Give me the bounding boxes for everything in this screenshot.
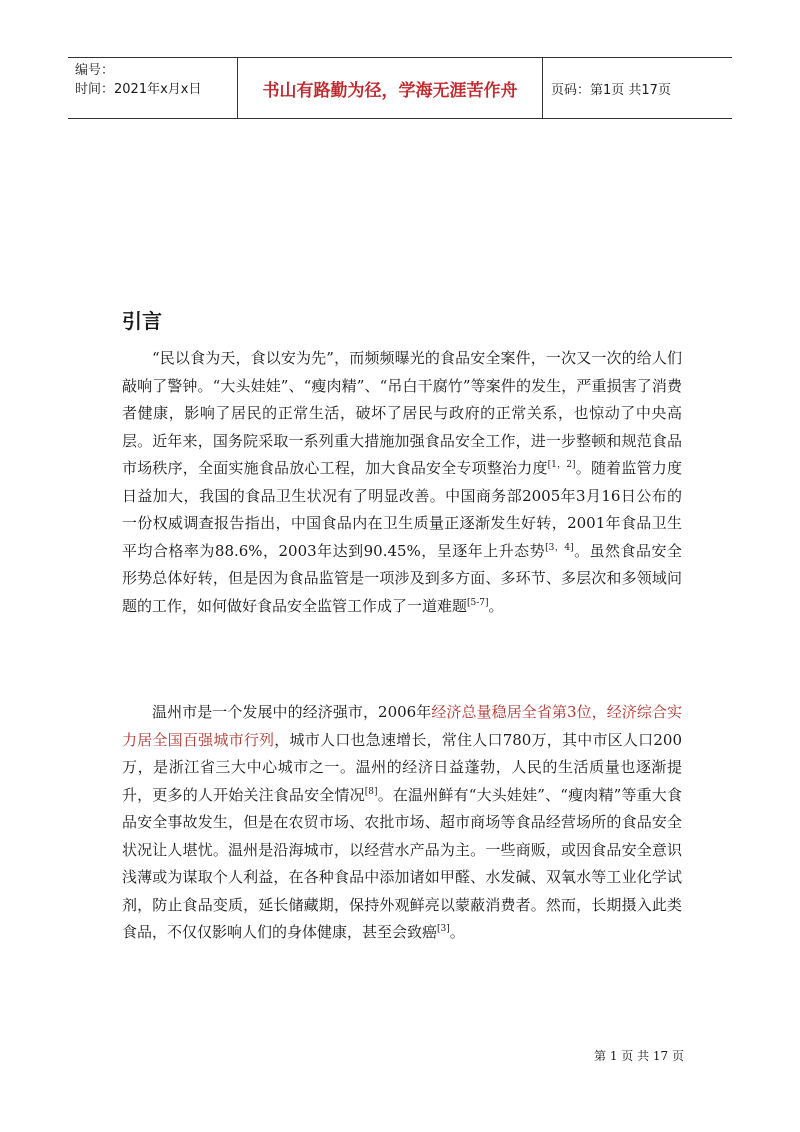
paragraph-2 xyxy=(122,699,682,947)
highlighted-text: 经济总量稳居全省第3位，经济综合实力居全国百强城市行列 xyxy=(122,703,682,749)
citation: [3] xyxy=(437,924,450,934)
document-number: 编号： xyxy=(75,63,115,78)
citation: [8] xyxy=(364,786,378,797)
paragraph-text: 。虽然食品安全形势总体好转，但是因为食品监管是一项涉及到多方面、多环节、多层次和多领域问题的工作，如何做好食品安全监管工作成了一道难题 xyxy=(122,541,682,615)
header-motto: 书山有路勤为径，学海无涯苦作舟 xyxy=(238,58,543,118)
paragraph-text: 。 xyxy=(488,596,504,615)
paragraph-text: ，城市人口也急速增长，常住人口780万，其中市区人口200万，是浙江省三大中心城市之一。温州的经济日益蓬勃，人民的生活质量也逐渐提升，更多的人开始关注食品安全情况 xyxy=(122,730,682,804)
paragraph-text: 。随着监管力度日益加大，我国的食品卫生状况有了明显改善。中国商务部2005年3月16日公布的一份权威调查报告指出，中国食品内在卫生质量正逐渐发生好转，2001年食品卫生平均合格率为88.6%，2003年达到90.45%，呈逐年上升态势 xyxy=(122,459,682,560)
header-page-info: 页码：第1页 共17页 xyxy=(551,82,671,98)
section-title: 引言 xyxy=(122,309,162,333)
citation: [3，4] xyxy=(545,542,574,553)
paragraph-text: 温州市是一个发展中的经济强市，2006年 xyxy=(152,703,432,721)
paragraph-text: 。 xyxy=(449,923,465,941)
paragraph-text: “民以食为天，食以安为先”，而频频曝光的食品安全案件，一次又一次的给人们敲响了警钟。“大头娃娃”、“瘦肉精”、“吊白干腐竹”等案件的发生，严重损害了消费者健康，影响了居民的正常生活，破坏了居民与政府的正常关系，也惊动了中央高层。近年来，国务院采取一系列重大措施加强食品安全工作，进一步整顿和规范食品市场秩序，全面实施食品放心工程，加大食品安全专项整治力度 xyxy=(122,349,682,477)
paragraph-1 xyxy=(122,345,682,620)
page-header xyxy=(68,57,732,119)
paragraph-text: 。在温州鲜有“大头娃娃”、“瘦肉精”等重大食品安全事故发生，但是在农贸市场、农批市场、超市商场等食品经营场所的食品安全状况让人堪忧。温州是沿海城市，以经营水产品为主。一些商贩，或因食品安全意识浅薄或为谋取个人利益，在各种食品中添加诸如甲醛、水发碱、双氧水等工业化学试剂，防止食品变质，延长储藏期，保持外观鲜亮以蒙蔽消费者。然而，长期摄入此类食品，不仅仅影响人们的身体健康，甚至会致癌 xyxy=(122,785,682,941)
header-meta xyxy=(68,58,238,118)
citation: [5-7] xyxy=(467,597,489,608)
page-footer: 第 1 页 共 17 页 xyxy=(594,1049,684,1063)
document-time: 时间：2021年x月x日 xyxy=(75,82,202,97)
citation: [1，2] xyxy=(547,460,576,470)
